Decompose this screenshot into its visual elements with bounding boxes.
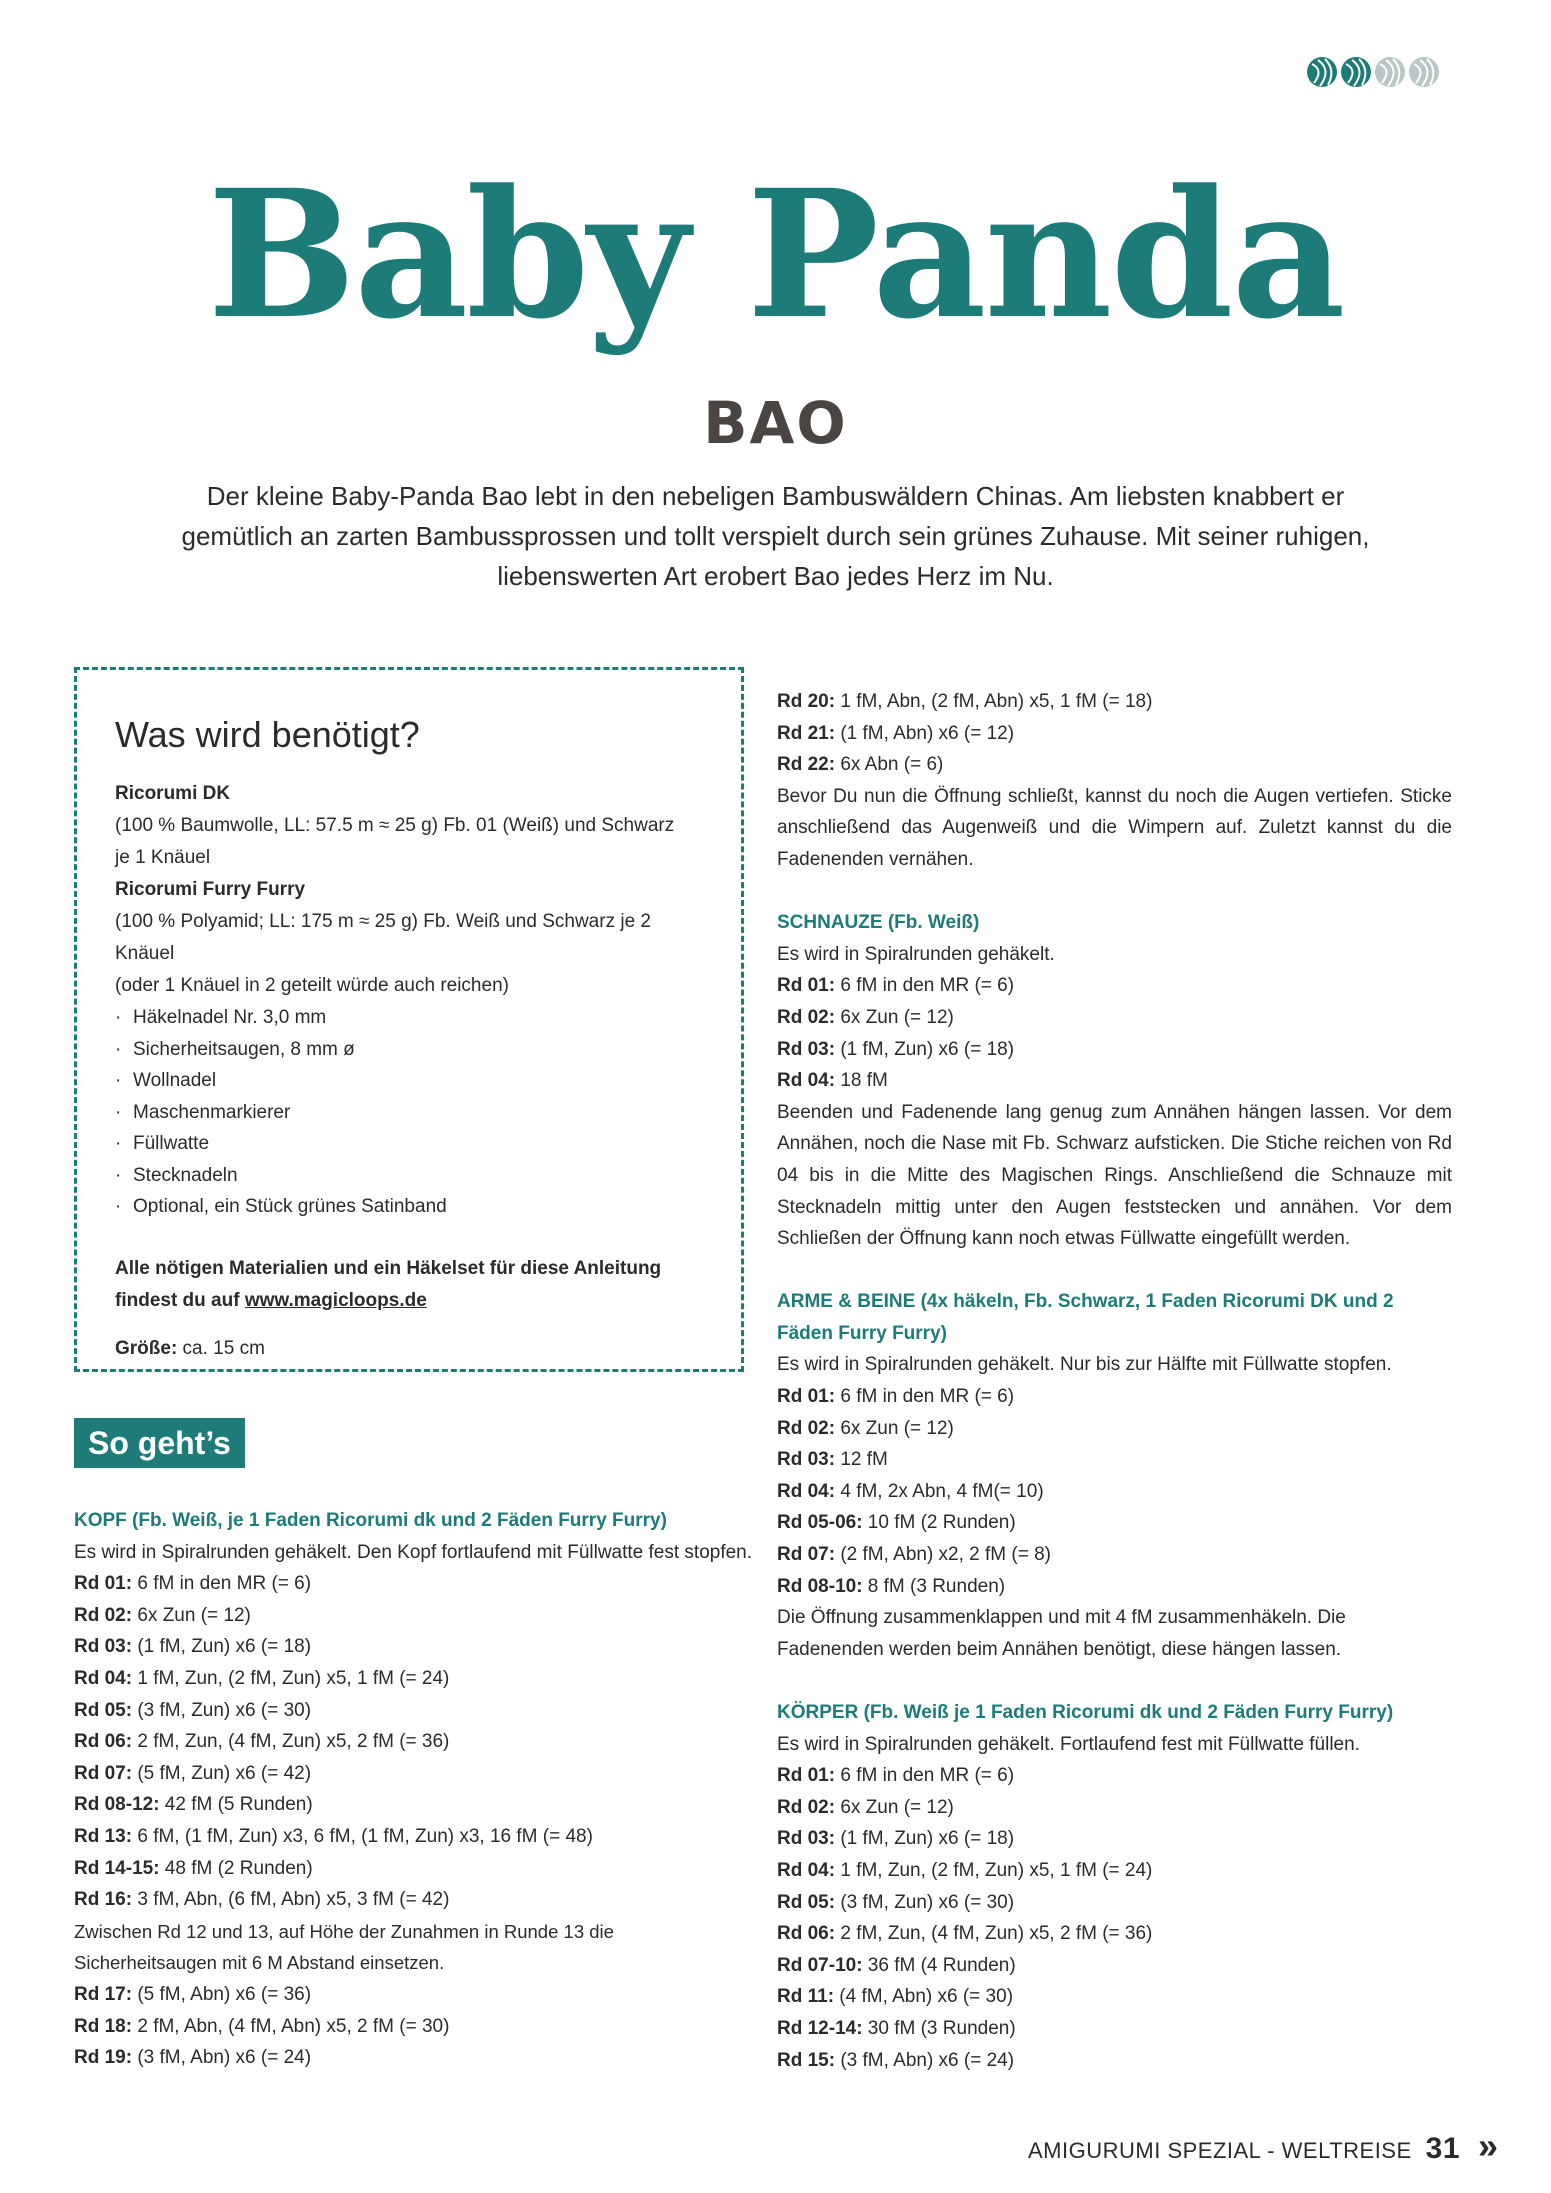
row-label: Rd 16: (74, 1889, 133, 1911)
yarn-ball-icon (1306, 56, 1338, 88)
row-label: Rd 21: (777, 722, 836, 744)
row-label: Rd 13: (74, 1825, 133, 1847)
row-text: 42 fM (5 Runden) (159, 1794, 313, 1816)
row-text: (1 fM, Zun) x6 (= 18) (835, 1828, 1015, 1850)
list-item: · Wollnadel (115, 1065, 703, 1097)
page-number: 31 (1425, 2132, 1461, 2165)
row-label: Rd 18: (74, 2015, 133, 2037)
row (74, 1726, 754, 1758)
row (777, 686, 1452, 718)
row-text: (4 fM, Abn) x6 (= 30) (834, 1986, 1014, 2008)
row (777, 1507, 1452, 1539)
row (74, 2011, 754, 2043)
row-text: 2 fM, Abn, (4 fM, Abn) x5, 2 fM (= 30) (132, 2015, 450, 2037)
row (777, 2045, 1452, 2077)
kopf-outro: Bevor Du nun die Öffnung schließt, kannst du noch die Augen vertiefen. Sticke anschließend das Augenweiß und die Wimpern auf. Zuletzt kannst du die Fadenenden vernähen. (777, 785, 1452, 870)
list-item: · Häkelnadel Nr. 3,0 mm (115, 1002, 703, 1034)
row-text: 6 fM in den MR (= 6) (835, 1386, 1015, 1408)
intro-text: Der kleine Baby-Panda Bao lebt in den nebeligen Bambuswäldern Chinas. Am liebsten knabbert er gemütlich an zarten Bambussprossen und tollt verspielt durch sein grünes Zuhause. Mit seiner ruhigen, liebenswerten Art erobert Bao jedes Herz im Nu. (181, 481, 1370, 591)
row-text: 36 fM (4 Runden) (862, 1954, 1016, 1976)
koerper-intro: Es wird in Spiralrunden gehäkelt. Fortlaufend fest mit Füllwatte füllen. (777, 1733, 1360, 1755)
row-text: 6x Zun (= 12) (835, 1796, 954, 1818)
row-text: (3 fM, Zun) x6 (= 30) (835, 1891, 1015, 1913)
row (777, 1950, 1452, 1982)
row-text: (1 fM, Zun) x6 (= 18) (835, 1038, 1015, 1060)
yarn2-name: Ricorumi Furry Furry (115, 879, 306, 900)
kopf-intro: Es wird in Spiralrunden gehäkelt. Den Kopf fortlaufend mit Füllwatte fest stopfen. (74, 1541, 753, 1563)
row-text: 48 fM (2 Runden) (159, 1857, 313, 1879)
row (777, 718, 1452, 750)
row-text: (1 fM, Abn) x6 (= 12) (835, 722, 1015, 744)
yarn2-line2: (oder 1 Knäuel in 2 geteilt würde auch reichen) (115, 975, 509, 996)
list-item: · Sicherheitsaugen, 8 mm ø (115, 1034, 703, 1066)
size-info (115, 1333, 703, 1365)
page-footer (1028, 2126, 1499, 2171)
left-column (74, 1505, 754, 2074)
row-text: 30 fM (3 Runden) (862, 2017, 1016, 2039)
row (74, 1695, 754, 1727)
shop-note (115, 1253, 675, 1317)
row (777, 1887, 1452, 1919)
materials-list (115, 1002, 703, 1223)
row (74, 1853, 754, 1885)
row-label: Rd 15: (777, 2049, 836, 2071)
row-label: Rd 04: (777, 1480, 836, 1502)
size-value: ca. 15 cm (177, 1337, 265, 1359)
row (777, 1981, 1452, 2013)
row-text: 1 fM, Zun, (2 fM, Zun) x5, 1 fM (= 24) (132, 1667, 450, 1689)
row (74, 1979, 754, 2011)
row (74, 1758, 754, 1790)
row-label: Rd 17: (74, 1983, 133, 2005)
row (777, 1539, 1452, 1571)
row (777, 749, 1452, 781)
row-text: 6 fM in den MR (= 6) (132, 1573, 312, 1595)
row-text: 6x Zun (= 12) (835, 1006, 954, 1028)
row-label: Rd 01: (777, 975, 836, 997)
difficulty-rating (1306, 56, 1440, 88)
row-label: Rd 07-10: (777, 1954, 863, 1976)
row-label: Rd 02: (777, 1006, 836, 1028)
row-text: 1 fM, Abn, (2 fM, Abn) x5, 1 fM (= 18) (835, 691, 1153, 712)
row-label: Rd 03: (777, 1828, 836, 1850)
row (74, 1600, 754, 1632)
arme-outro: Die Öffnung zusammenklappen und mit 4 fM zusammenhäkeln. Die Fadenenden werden beim Annähen benötigt, diese hängen lassen. (777, 1607, 1346, 1660)
row-text: 6 fM, (1 fM, Zun) x3, 6 fM, (1 fM, Zun) x3, 16 fM (= 48) (132, 1825, 593, 1847)
size-label: Größe: (115, 1337, 178, 1359)
row-text: 6x Zun (= 12) (835, 1417, 954, 1439)
row-text: 3 fM, Abn, (6 fM, Abn) x5, 3 fM (= 42) (132, 1889, 450, 1911)
row-label: Rd 22: (777, 754, 836, 776)
row-label: Rd 06: (777, 1923, 836, 1945)
row-label: Rd 01: (74, 1573, 133, 1595)
row-label: Rd 02: (74, 1604, 133, 1626)
row-text: 6 fM in den MR (= 6) (835, 975, 1015, 997)
row-label: Rd 14-15: (74, 1857, 160, 1879)
row-text: (1 fM, Zun) x6 (= 18) (132, 1636, 312, 1658)
schnauze-intro: Es wird in Spiralrunden gehäkelt. (777, 943, 1055, 965)
row-label: Rd 02: (777, 1796, 836, 1818)
shop-link[interactable]: www.magicloops.de (244, 1289, 427, 1311)
row-label: Rd 01: (777, 1765, 836, 1787)
row (777, 1855, 1452, 1887)
row-label: Rd 05-06: (777, 1512, 863, 1534)
row-label: Rd 05: (777, 1891, 836, 1913)
row-text: (5 fM, Abn) x6 (= 36) (132, 1983, 312, 2005)
list-item: · Optional, ein Stück grünes Satinband (115, 1191, 703, 1223)
row (74, 1663, 754, 1695)
row-label: Rd 04: (777, 1070, 836, 1092)
row-label: Rd 07: (74, 1762, 133, 1784)
row-text: (2 fM, Abn) x2, 2 fM (= 8) (835, 1544, 1052, 1566)
yarn2-line1: (100 % Polyamid; LL: 175 m ≈ 25 g) Fb. Weiß und Schwarz je 2 Knäuel (115, 911, 651, 964)
row-label: Rd 19: (74, 2047, 133, 2069)
row (777, 1760, 1452, 1792)
row (74, 1789, 754, 1821)
schnauze-outro: Beenden und Fadenende lang genug zum Annähen hängen lassen. Vor dem Annähen, noch die Nase mit Fb. Schwarz aufsticken. Die Stiche reichen von Rd 04 bis in die Mitte des Magischen Rings. Anschließend die Schnauze mit Stecknadeln mittig unter den Augen feststecken und annähen. Vor dem Schließen der Öffnung kann noch etwas Füllwatte eingefüllt werden. (777, 1101, 1452, 1250)
yarn-ball-icon (1408, 56, 1440, 88)
row-label: Rd 12-14: (777, 2017, 863, 2039)
page-title: Baby Panda (207, 151, 1344, 358)
arme-heading: ARME & BEINE (4x häkeln, Fb. Schwarz, 1 Faden Ricorumi DK und 2 Fäden Furry Furry) (777, 1291, 1394, 1344)
row (777, 1034, 1452, 1066)
row-label: Rd 04: (777, 1859, 836, 1881)
page-subtitle: BAO (703, 389, 848, 457)
list-item: · Maschenmarkierer (115, 1097, 703, 1129)
row (777, 2013, 1452, 2045)
yarn1-line1: (100 % Baumwolle, LL: 57.5 m ≈ 25 g) Fb. 01 (Weiß) und Schwarz (115, 815, 675, 836)
materials-box (74, 667, 744, 1372)
yarn1-name: Ricorumi DK (115, 783, 231, 804)
row (74, 1568, 754, 1600)
row-text: 4 fM, 2x Abn, 4 fM(= 10) (835, 1480, 1044, 1502)
row-label: Rd 11: (777, 1986, 835, 2008)
row (777, 1444, 1452, 1476)
row (777, 1918, 1452, 1950)
row-label: Rd 02: (777, 1417, 836, 1439)
magazine-name: AMIGURUMI SPEZIAL - WELTREISE (1028, 2138, 1412, 2163)
right-column (777, 686, 1452, 2076)
yarn1-line2: je 1 Knäuel (115, 847, 211, 868)
row-text: 6x Abn (= 6) (835, 754, 944, 776)
arme-intro: Es wird in Spiralrunden gehäkelt. Nur bis zur Hälfte mit Füllwatte stopfen. (777, 1354, 1392, 1376)
row-text: 10 fM (2 Runden) (862, 1512, 1016, 1534)
row (777, 1571, 1452, 1603)
materials-heading: Was wird benötigt? (115, 714, 420, 755)
row-text: 18 fM (835, 1070, 888, 1092)
row-label: Rd 03: (777, 1449, 836, 1471)
row (777, 1413, 1452, 1445)
kopf-note: Zwischen Rd 12 und 13, auf Höhe der Zunahmen in Runde 13 die Sicherheitsaugen mit 6 M Abstand einsetzen. (74, 1920, 614, 1974)
row-text: 12 fM (835, 1449, 888, 1471)
koerper-heading: KÖRPER (Fb. Weiß je 1 Faden Ricorumi dk und 2 Fäden Furry Furry) (777, 1702, 1394, 1723)
yarn-ball-icon (1374, 56, 1406, 88)
row-text: 6 fM in den MR (= 6) (835, 1765, 1015, 1787)
next-page-icon[interactable]: » (1478, 2125, 1499, 2166)
shop-text: Alle nötigen Materialien und ein Häkelset für diese Anleitung findest du auf (115, 1257, 662, 1311)
row-label: Rd 06: (74, 1731, 133, 1753)
row-label: Rd 08-10: (777, 1575, 863, 1597)
row-text: (3 fM, Zun) x6 (= 30) (132, 1699, 312, 1721)
row-label: Rd 04: (74, 1667, 133, 1689)
row (74, 1631, 754, 1663)
row (777, 1476, 1452, 1508)
row-label: Rd 07: (777, 1544, 836, 1566)
row-text: 2 fM, Zun, (4 fM, Zun) x5, 2 fM (= 36) (835, 1923, 1153, 1945)
row-label: Rd 20: (777, 691, 836, 712)
row-label: Rd 05: (74, 1699, 133, 1721)
row-text: (5 fM, Zun) x6 (= 42) (132, 1762, 312, 1784)
row (777, 1065, 1452, 1097)
schnauze-heading: SCHNAUZE (Fb. Weiß) (777, 912, 980, 934)
row (777, 1002, 1452, 1034)
row (777, 970, 1452, 1002)
list-item: · Stecknadeln (115, 1160, 703, 1192)
row (777, 1823, 1452, 1855)
row-label: Rd 03: (777, 1038, 836, 1060)
row-text: 8 fM (3 Runden) (862, 1575, 1006, 1597)
row (74, 2042, 754, 2074)
row (74, 1821, 754, 1853)
instructions-heading: So geht’s (74, 1418, 245, 1468)
list-item: · Füllwatte (115, 1128, 703, 1160)
row-label: Rd 08-12: (74, 1794, 160, 1816)
row-text: 2 fM, Zun, (4 fM, Zun) x5, 2 fM (= 36) (132, 1731, 450, 1753)
row (777, 1792, 1452, 1824)
row (777, 1381, 1452, 1413)
row-text: (3 fM, Abn) x6 (= 24) (132, 2047, 312, 2069)
row-text: 1 fM, Zun, (2 fM, Zun) x5, 1 fM (= 24) (835, 1859, 1153, 1881)
kopf-heading: KOPF (Fb. Weiß, je 1 Faden Ricorumi dk und 2 Fäden Furry Furry) (74, 1510, 667, 1531)
row-label: Rd 01: (777, 1386, 836, 1408)
row (74, 1884, 754, 1916)
yarn-ball-icon (1340, 56, 1372, 88)
row-label: Rd 03: (74, 1636, 133, 1658)
row-text: (3 fM, Abn) x6 (= 24) (835, 2049, 1015, 2071)
row-text: 6x Zun (= 12) (132, 1604, 251, 1626)
